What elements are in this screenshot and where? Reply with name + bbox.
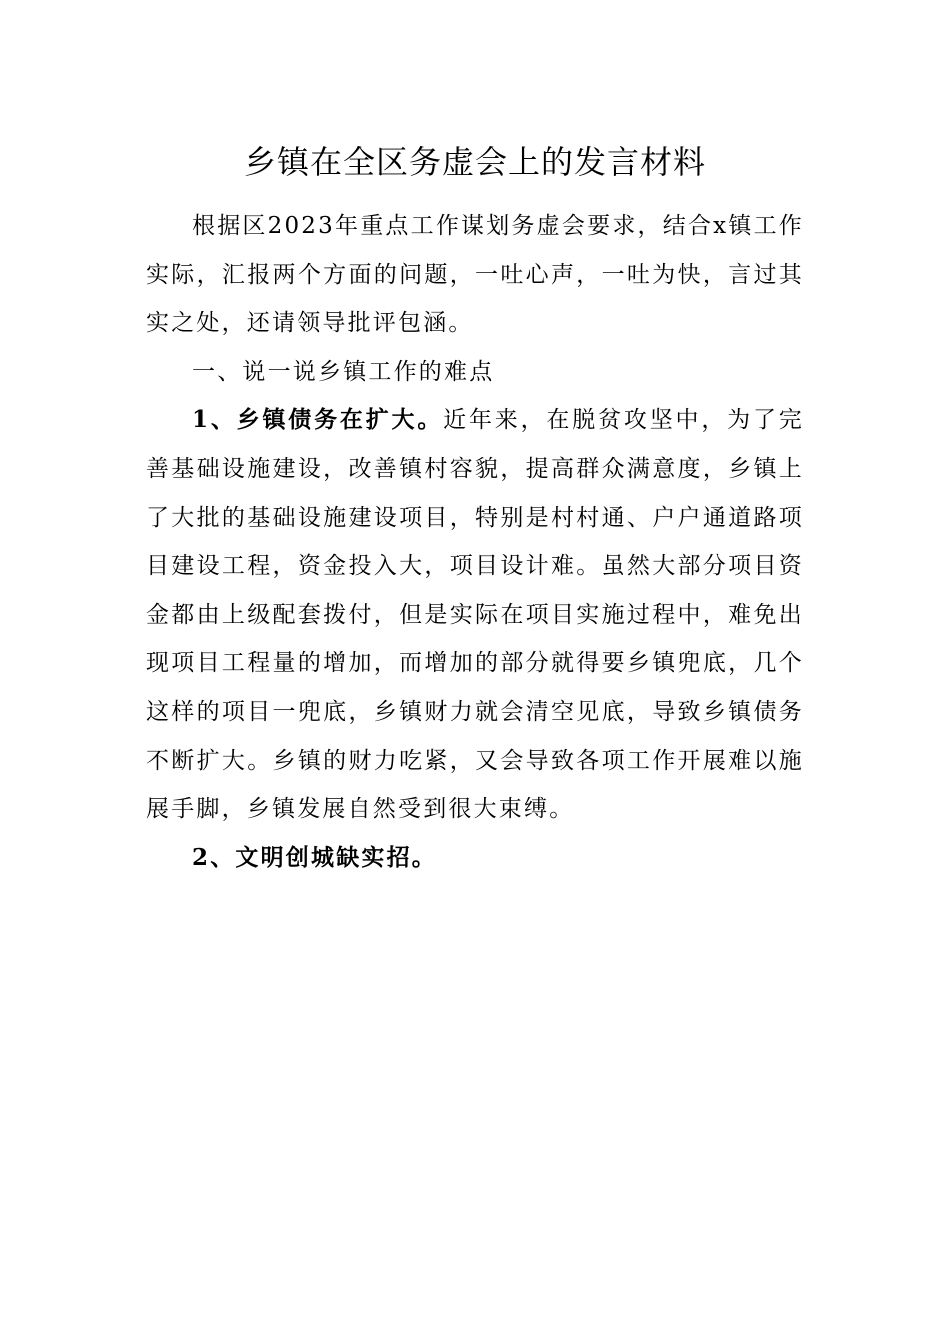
item-1-lead: 1、乡镇债务在扩大。 (192, 406, 444, 434)
document-title: 乡镇在全区务虚会上的发言材料 (243, 143, 706, 181)
document-body (146, 202, 804, 882)
section-heading: 一、说一说乡镇工作的难点 (192, 358, 495, 385)
item-2-lead: 2、文明创城缺实招。 (192, 843, 438, 871)
item-1-paragraph (146, 396, 804, 833)
intro-paragraph: 根据区2023年重点工作谋划务虚会要求，结合x镇工作实际，汇报两个方面的问题，一吐心声，一吐为快，言过其实之处，还请领导批评包涵。 (146, 213, 804, 337)
item-2-paragraph (146, 834, 804, 883)
item-1-text: 近年来，在脱贫攻坚中，为了完善基础设施建设，改善镇村容貌，提高群众满意度，乡镇上了大批的基础设施建设项目，特别是村村通、户户通道路项目建设工程，资金投入大，项目设计难。虽然大部分项目资金都由上级配套拨付，但是实际在项目实施过程中，难免出现项目工程量的增加，而增加的部分就得要乡镇兜底，几个这样的项目一兜底，乡镇财力就会清空见底，导致乡镇债务不断扩大。乡镇的财力吃紧，又会导致各项工作开展难以施展手脚，乡镇发展自然受到很大束缚。 (146, 407, 804, 823)
